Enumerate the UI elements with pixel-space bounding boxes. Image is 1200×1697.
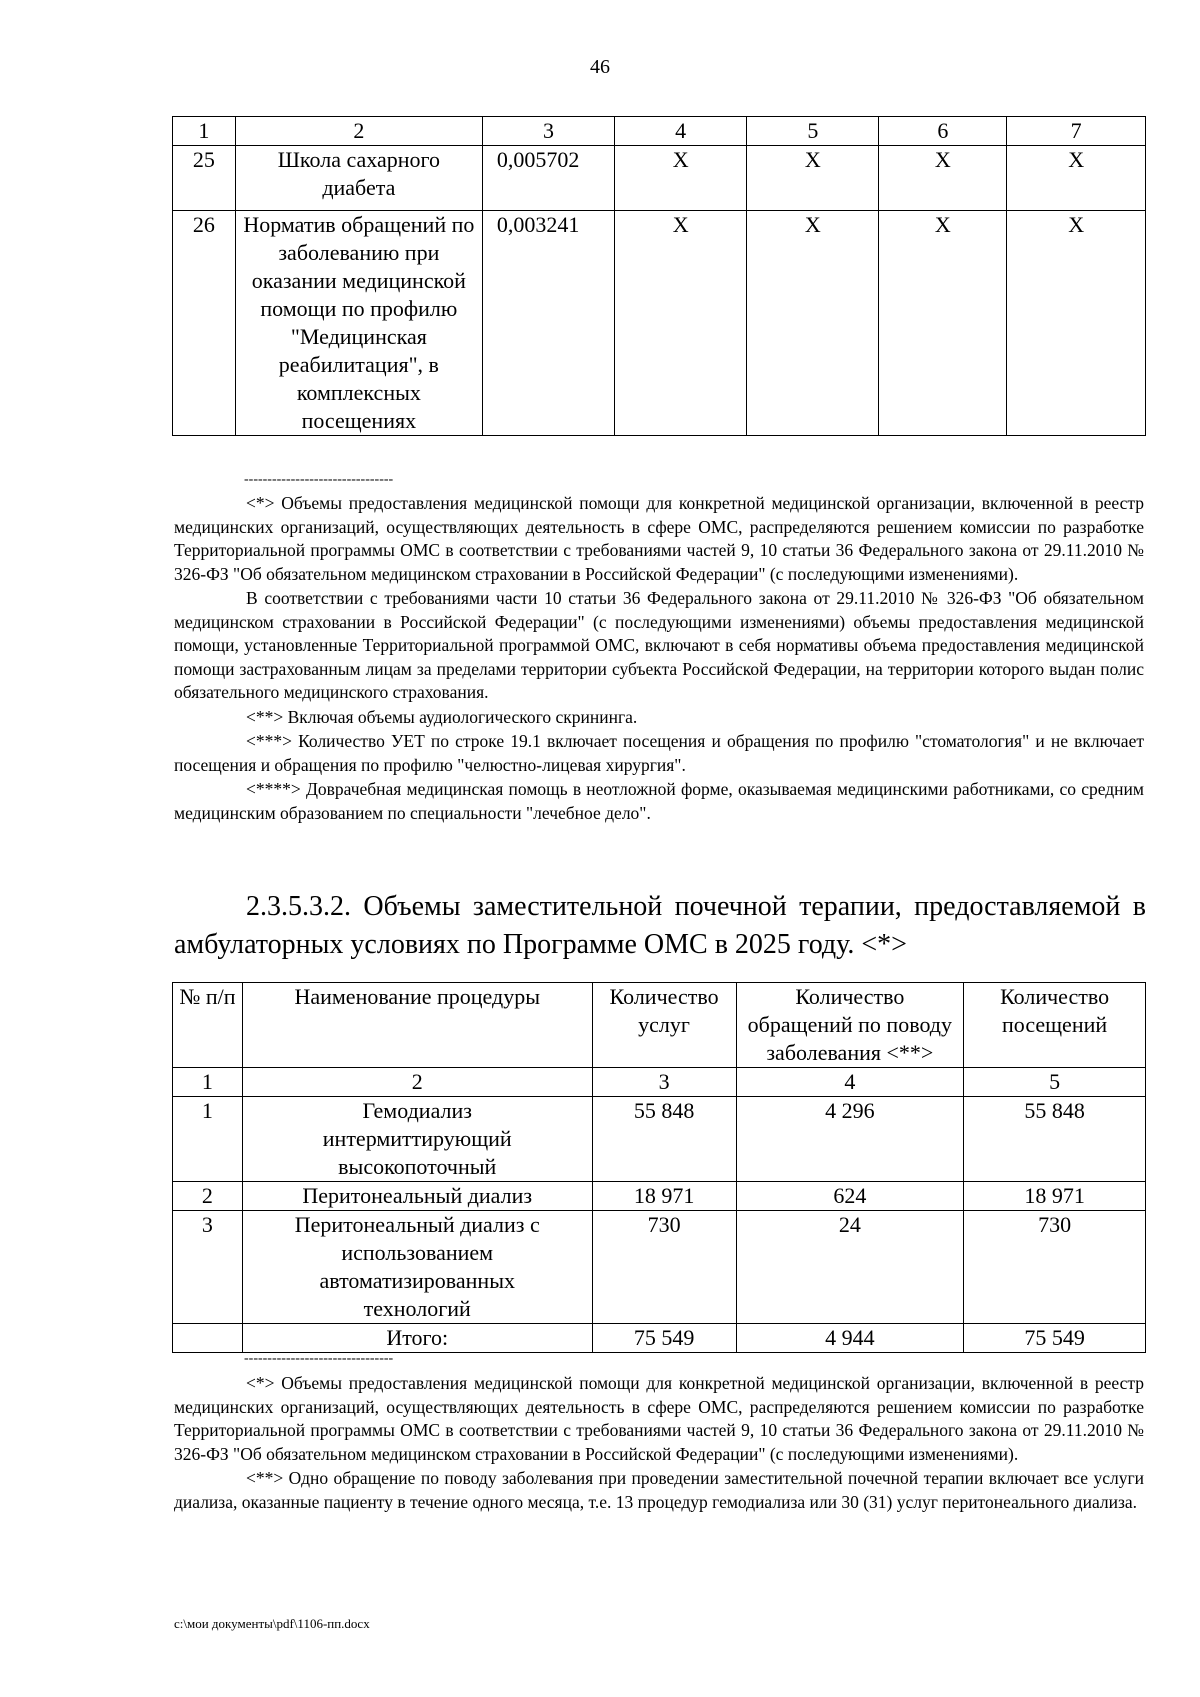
footnote: <*> Объемы предоставления медицинской помощи для конкретной медицинской организации, включенной в реестр медицинских организаций, осуществляющих деятельность в сфере ОМС, распределяются решением комиссии по разработке Территориальной программы ОМС в соответствии с требованиями частей 9, 10 статьи 36 Федерального закона от 29.11.2010 № 326-ФЗ "Об обязательном медицинском страховании в Российской Федерации" (с последующими изменениями). xyxy=(174,493,1144,584)
table-row xyxy=(173,1182,1146,1211)
row-number: 1 xyxy=(173,1097,243,1182)
row-value: 0,003241 xyxy=(482,211,614,436)
total-services: 75 549 xyxy=(592,1324,736,1353)
table-row xyxy=(173,1097,1146,1182)
total-visits: 75 549 xyxy=(964,1324,1146,1353)
column-number: 3 xyxy=(482,117,614,146)
column-number: 4 xyxy=(736,1068,964,1097)
procedure-name: Перитонеальный диализ xyxy=(242,1182,592,1211)
column-header: Количество услуг xyxy=(592,983,736,1068)
footnote: <**> Одно обращение по поводу заболевания при проведении заместительной почечной терапии включает все услуги диализа, оказанные пациенту в течение одного месяца, т.е. 13 процедур гемодиализа или 30 (31) услуг перитонеального диализа. xyxy=(174,1468,1144,1512)
column-number: 2 xyxy=(242,1068,592,1097)
table-row xyxy=(173,146,1146,211)
cell-x: Х xyxy=(879,211,1007,436)
column-number: 3 xyxy=(592,1068,736,1097)
paragraph: В соответствии с требованиями части 10 статьи 36 Федерального закона от 29.11.2010 № 326-ФЗ "Об обязательном медицинском страховании в Российской Федерации" (с последующими изменениями) объемы предоставления медицинской помощи, установленные Территориальной программой ОМС, включают в себя нормативы объема предоставления медицинской помощи застрахованным лицам за пределами территории субъекта Российской Федерации, на территории которого выдан полис обязательного медицинского страхования. xyxy=(174,588,1144,702)
procedure-name: Гемодиализ интермиттирующий высокопоточный xyxy=(242,1097,592,1182)
row-value: 0,005702 xyxy=(482,146,614,211)
cell-x: Х xyxy=(1007,146,1146,211)
column-header: Количество обращений по поводу заболевания <**> xyxy=(736,983,964,1068)
row-name: Школа сахарного диабета xyxy=(235,146,482,211)
cell-x: Х xyxy=(615,146,747,211)
total-label: Итого: xyxy=(242,1324,592,1353)
column-number: 5 xyxy=(964,1068,1146,1097)
column-header: Наименование процедуры xyxy=(242,983,592,1068)
cell-x: Х xyxy=(615,211,747,436)
footnote-separator: -------------------------------- xyxy=(244,472,394,487)
section-heading: 2.3.5.3.2. Объемы заместительной почечной терапии, предоставляемой в амбулаторных условиях по Программе ОМС в 2025 году. <*> xyxy=(174,891,1146,960)
footnote: <*> Объемы предоставления медицинской помощи для конкретной медицинской организации, включенной в реестр медицинских организаций, осуществляющих деятельность в сфере ОМС, распределяются решением комиссии по разработке Территориальной программы ОМС в соответствии с требованиями частей 9, 10 статьи 36 Федерального закона от 29.11.2010 № 326-ФЗ "Об обязательном медицинском страховании в Российской Федерации" (с последующими изменениями). xyxy=(174,1373,1144,1464)
row-number: 3 xyxy=(173,1211,243,1324)
column-number: 1 xyxy=(173,117,236,146)
services-count: 730 xyxy=(592,1211,736,1324)
footnote: <***> Количество УЕТ по строке 19.1 включает посещения и обращения по профилю "стоматология" и не включает посещения и обращения по профилю "челюстно-лицевая хирургия". xyxy=(174,731,1144,775)
appeals-count: 624 xyxy=(736,1182,964,1211)
column-number: 6 xyxy=(879,117,1007,146)
footnotes-block xyxy=(174,492,1144,825)
column-number: 5 xyxy=(747,117,879,146)
table-row xyxy=(173,211,1146,436)
row-name: Норматив обращений по заболеванию при оказании медицинской помощи по профилю "Медицинская реабилитация", в комплексных посещениях xyxy=(235,211,482,436)
services-count: 55 848 xyxy=(592,1097,736,1182)
table-header-row xyxy=(173,117,1146,146)
column-number: 1 xyxy=(173,1068,243,1097)
column-number: 4 xyxy=(615,117,747,146)
footnotes-block xyxy=(174,1372,1144,1514)
visits-count: 730 xyxy=(964,1211,1146,1324)
column-number: 7 xyxy=(1007,117,1146,146)
row-number: 25 xyxy=(173,146,236,211)
table-header-row xyxy=(173,983,1146,1068)
empty-cell xyxy=(173,1324,243,1353)
column-number: 2 xyxy=(235,117,482,146)
cell-x: Х xyxy=(747,146,879,211)
volume-standards-table xyxy=(172,116,1146,436)
total-appeals: 4 944 xyxy=(736,1324,964,1353)
cell-x: Х xyxy=(879,146,1007,211)
appeals-count: 24 xyxy=(736,1211,964,1324)
footnote-separator: -------------------------------- xyxy=(244,1351,394,1366)
column-header: № п/п xyxy=(173,983,243,1068)
cell-x: Х xyxy=(747,211,879,436)
row-number: 2 xyxy=(173,1182,243,1211)
column-numbers-row xyxy=(173,1068,1146,1097)
column-header: Количество посещений xyxy=(964,983,1146,1068)
visits-count: 18 971 xyxy=(964,1182,1146,1211)
procedure-name: Перитонеальный диализ с использованием автоматизированных технологий xyxy=(242,1211,592,1324)
page-number: 46 xyxy=(590,56,610,78)
footnote: <**> Включая объемы аудиологического скрининга. xyxy=(246,706,638,727)
renal-therapy-table xyxy=(172,982,1146,1353)
footnote: <****> Доврачебная медицинская помощь в неотложной форме, оказываемая медицинскими работниками, со средним медицинским образованием по специальности "лечебное дело". xyxy=(174,779,1144,823)
visits-count: 55 848 xyxy=(964,1097,1146,1182)
table-row xyxy=(173,1211,1146,1324)
row-number: 26 xyxy=(173,211,236,436)
file-path-footer: c:\мои документы\pdf\1106-пп.docx xyxy=(174,1616,370,1631)
cell-x: Х xyxy=(1007,211,1146,436)
appeals-count: 4 296 xyxy=(736,1097,964,1182)
total-row xyxy=(173,1324,1146,1353)
services-count: 18 971 xyxy=(592,1182,736,1211)
